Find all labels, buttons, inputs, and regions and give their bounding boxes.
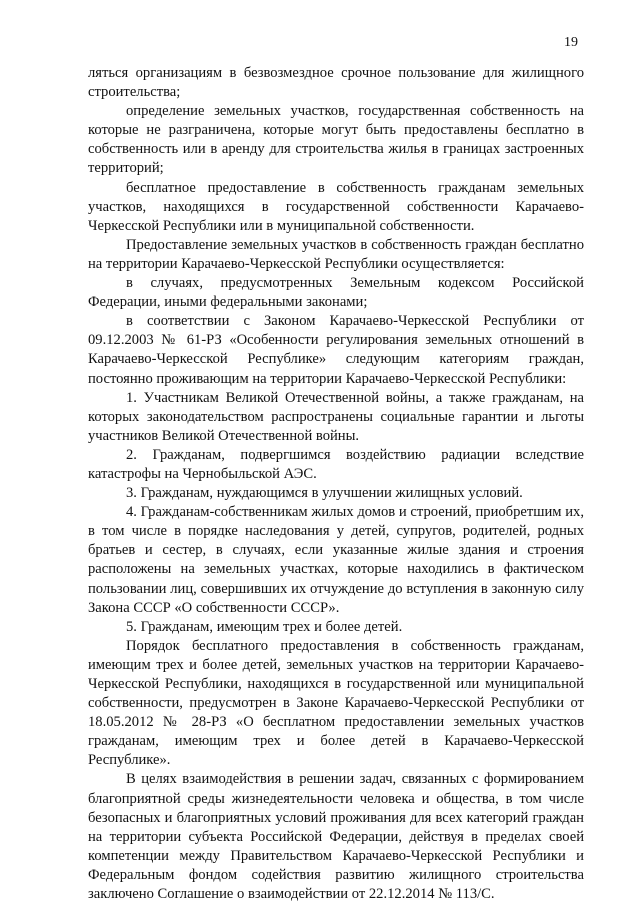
paragraph-federal-cases: в случаях, предусмотренных Земельным кодексом Российской Федерации, иными федеральными законами; bbox=[88, 275, 584, 311]
page-number: 19 bbox=[564, 35, 578, 50]
list-item-3: 3. Гражданам, нуждающимся в улучшении жилищных условий. bbox=[126, 485, 523, 502]
paragraph-continuation: ляться организациям в безвозмездное срочное пользование для жилищного строительства; bbox=[88, 65, 584, 101]
paragraph-land-determination: определение земельных участков, государственная собственность на которые не разграничена, которые могут быть предоставлены бесплатно в собственность или в аренду для строительства жилья в границах застроенных территорий; bbox=[88, 103, 584, 177]
paragraph-free-provision: бесплатное предоставление в собственность гражданам земельных участков, находящихся в государственной собственности Карачаево-Черкесской Республики или в муниципальной собственности. bbox=[88, 179, 584, 234]
list-item-5: 5. Гражданам, имеющим трех и более детей. bbox=[126, 618, 403, 635]
list-item-1: 1. Участникам Великой Отечественной войны, а также гражданам, на которых законодательством распространены социальные гарантии и льготы участников Великой Отечественной войны. bbox=[88, 389, 584, 444]
paragraph-provision-intro: Предоставление земельных участков в собственность граждан бесплатно на территории Карачаево-Черкесской Республики осуществляется: bbox=[88, 236, 584, 272]
document-body bbox=[88, 64, 584, 904]
list-item-2: 2. Гражданам, подвергшимся воздействию радиации вследствие катастрофы на Чернобыльской АЭС. bbox=[88, 446, 584, 482]
paragraph-regional-law: в соответствии с Законом Карачаево-Черкесской Республики от 09.12.2003 № 61-РЗ «Особенности регулирования земельных отношений в Карачаево-Черкесской Республике» следующим категориям граждан, постоянно проживающим на территории Карачаево-Черкесской Республики: bbox=[88, 313, 584, 387]
list-item-4: 4. Гражданам-собственникам жилых домов и строений, приобретшим их, в том числе в порядке наследования у детей, супругов, родителей, родных братьев и сестер, в случаях, если указанные жилые здания и строения расположены на земельных участках, которые находились в фактическом пользовании лиц, совершивших их отчуждение до вступления в законную силу Закона СССР «О собственности СССР». bbox=[88, 504, 584, 616]
paragraph-agreement: В целях взаимодействия в решении задач, связанных с формированием благоприятной среды жизнедеятельности человека и общества, в том числе безопасных и благоприятных условий проживания для всех категорий граждан на территории субъекта Российской Федерации, действуя в пределах своей компетенции между Правительством Карачаево-Черкесской Республики и Федеральным фондом содействия развитию жилищного строительства заключено Соглашение о взаимодействии от 22.12.2014 № 113/С. bbox=[88, 771, 584, 903]
paragraph-large-families: Порядок бесплатного предоставления в собственность гражданам, имеющим трех и более детей, земельных участков на территории Карачаево-Черкесской Республики, находящихся в государственной или муниципальной собственности, предусмотрен в Законе Карачаево-Черкесской Республики от 18.05.2012 № 28-РЗ «О бесплатном предоставлении земельных участков гражданам, имеющим трех и более детей в Карачаево-Черкесской Республике». bbox=[88, 637, 584, 769]
